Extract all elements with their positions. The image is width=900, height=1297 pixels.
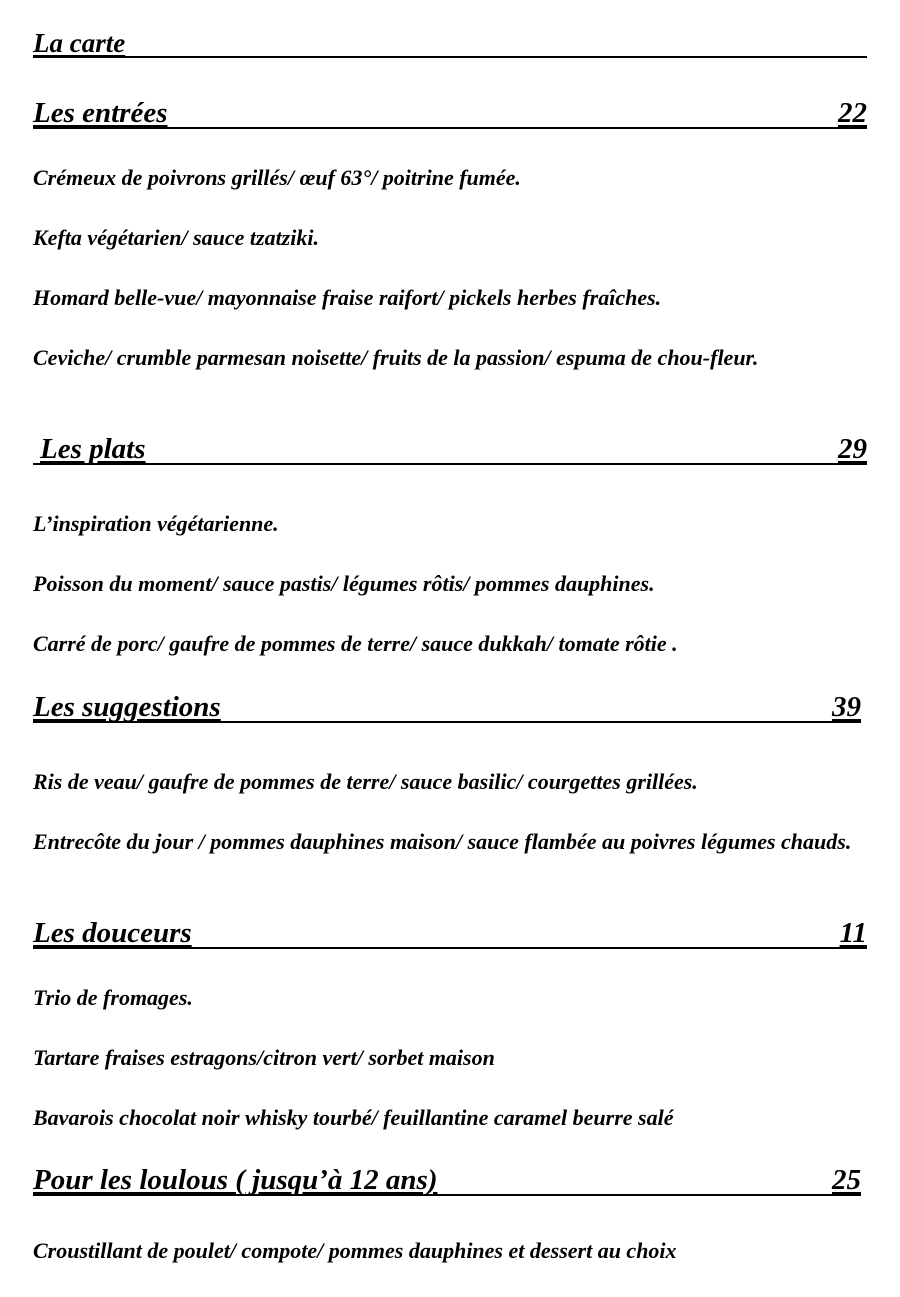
section-header-entrees	[33, 99, 867, 129]
dish-item: Homard belle-vue/ mayonnaise fraise raifort/ pickels herbes fraîches.	[33, 285, 662, 310]
section-price: 29	[838, 433, 867, 465]
section-title: Les entrées	[33, 97, 168, 129]
section-header-loulous	[33, 1166, 861, 1196]
dish-item: Ceviche/ crumble parmesan noisette/ fruits de la passion/ espuma de chou-fleur.	[33, 345, 759, 370]
dish-item: L’inspiration végétarienne.	[33, 511, 279, 536]
section-title: Les douceurs	[33, 917, 192, 949]
section-title: Les suggestions	[33, 691, 221, 723]
section-title: Les plats	[40, 433, 146, 465]
dish-item: Crémeux de poivrons grillés/ œuf 63°/ poitrine fumée.	[33, 165, 521, 190]
section-price: 22	[838, 97, 867, 129]
dish-item: Ris de veau/ gaufre de pommes de terre/ sauce basilic/ courgettes grillées.	[33, 769, 698, 794]
section-header-suggestions	[33, 693, 861, 723]
section-price: 39	[832, 691, 861, 723]
dish-item: Poisson du moment/ sauce pastis/ légumes rôtis/ pommes dauphines.	[33, 571, 655, 596]
dish-item: Trio de fromages.	[33, 985, 193, 1010]
menu-title: La carte	[33, 28, 126, 58]
dish-item: Kefta végétarien/ sauce tzatziki.	[33, 225, 319, 250]
dish-item: Tartare fraises estragons/citron vert/ sorbet maison	[33, 1045, 495, 1070]
section-header-douceurs	[33, 919, 867, 949]
dish-item: Croustillant de poulet/ compote/ pommes dauphines et dessert au choix	[33, 1238, 677, 1263]
dish-item: Entrecôte du jour / pommes dauphines maison/ sauce flambée au poivres légumes chauds.	[33, 829, 852, 854]
section-title: Pour les loulous ( jusqu’à 12 ans)	[33, 1164, 438, 1196]
dish-item: Bavarois chocolat noir whisky tourbé/ feuillantine caramel beurre salé	[33, 1105, 674, 1130]
section-price: 11	[839, 917, 867, 949]
dish-item: Carré de porc/ gaufre de pommes de terre/ sauce dukkah/ tomate rôtie .	[33, 631, 678, 656]
section-price: 25	[832, 1164, 861, 1196]
menu-title-row	[33, 28, 867, 58]
section-header-plats	[33, 435, 867, 465]
